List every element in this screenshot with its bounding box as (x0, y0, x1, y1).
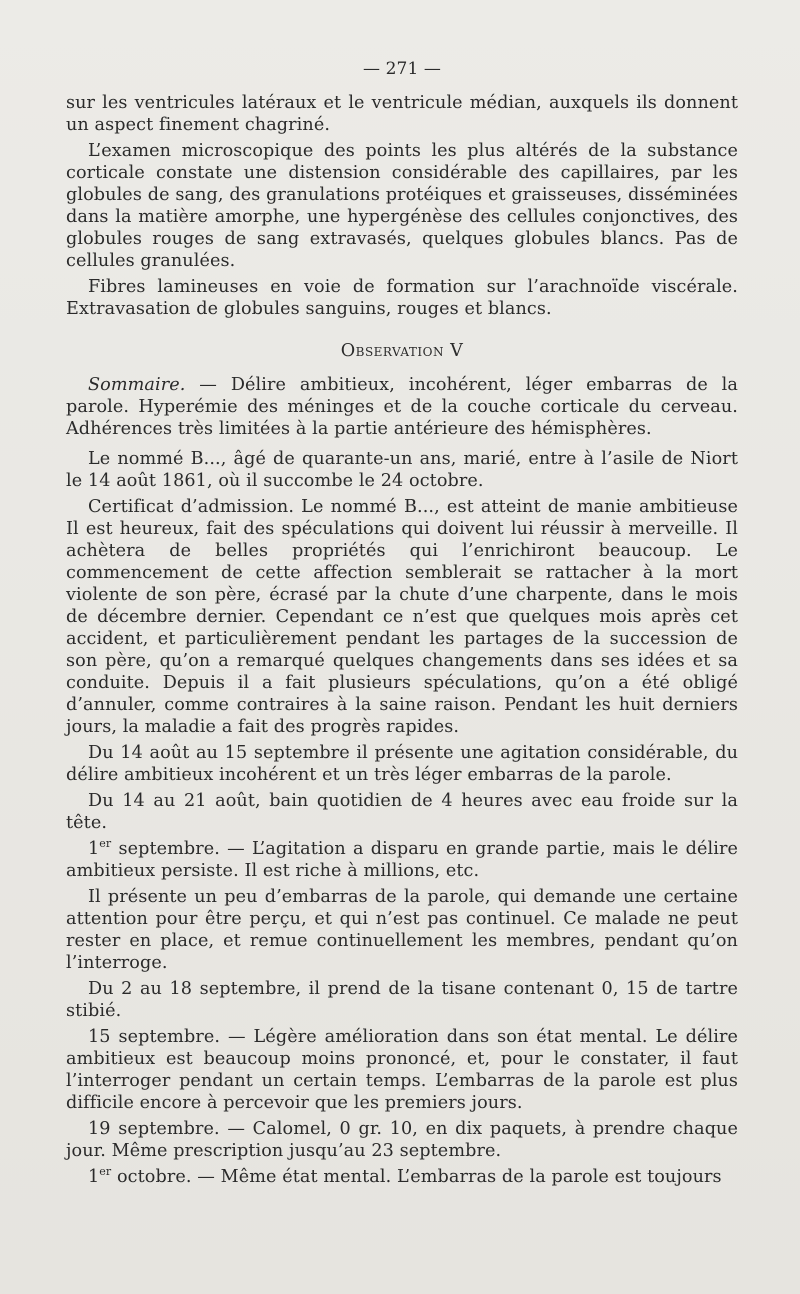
p8-num: 1 (88, 839, 100, 859)
observation-heading: Observation V (340, 341, 464, 361)
text-column (66, 58, 738, 1192)
paragraph-1er-septembre (66, 838, 738, 882)
paragraph-19-septembre: 19 septembre. — Calomel, 0 gr. 10, en dix paquets, à prendre chaque jour. Même prescription jusqu’au 23 septembre. (66, 1119, 738, 1161)
p13-text: octobre. — Même état mental. L’embarras de la parole est toujours (111, 1167, 722, 1187)
paragraph-sommaire (66, 374, 738, 440)
paragraph-admission: Le nommé B..., âgé de quarante-un ans, marié, entre à l’asile de Niort le 14 août 1861, où il succombe le 24 octobre. (66, 449, 738, 491)
page-number: — 271 — (363, 59, 441, 79)
sommaire-text: — Délire ambitieux, incohérent, léger embarras de la parole. Hyperémie des méninges et de la couche corticale du cerveau. Adhérences très limitées à la partie antérieure des hémisphères. (66, 375, 738, 439)
sommaire-label: Sommaire. (88, 375, 186, 395)
paragraph-fibres: Fibres lamineuses en voie de formation sur l’arachnoïde viscérale. Extravasation de globules sanguins, rouges et blancs. (66, 277, 738, 319)
paragraph-15-septembre: 15 septembre. — Légère amélioration dans son état mental. Le délire ambitieux est beaucoup moins prononcé, et, pour le constater, il faut l’interroger pendant un certain temps. L’embarras de la parole est plus difficile encore à percevoir que les premiers jours. (66, 1027, 738, 1113)
paragraph-certificat: Certificat d’admission. Le nommé B..., est atteint de manie ambitieuse Il est heureux, fait des spéculations qui doivent lui réussir à merveille. Il achètera de belles propriétés qui l’enrichiront beaucoup. Le commencement de cette affection semblerait se rattacher à la mort violente de son père, écrasé par la chute d’une charpente, dans le mois de décembre dernier. Cependant ce n’est que quelques mois après cet accident, et particulièrement pendant les partages de la succession de son père, qu’on a remarqué quelques changements dans ses idées et sa conduite. Depuis il a fait plusieurs spéculations, qu’on a été obligé d’annuler, comme contraires à la saine raison. Pendant les huit derniers jours, la maladie a fait des progrès rapides. (66, 497, 738, 737)
paragraph-continuation: sur les ventricules latéraux et le ventricule médian, auxquels ils donnent un aspect finement chagriné. (66, 93, 738, 135)
paragraph-microscopic-exam: L’examen microscopique des points les plus altérés de la substance corticale constate une distension considérable des capillaires, par les globules de sang, des granulations protéiques et graisseuses, disséminées dans la matière amorphe, une hypergénèse des cellules conjonctives, des globules rouges de sang extravasés, quelques globules blancs. Pas de cellules granulées. (66, 141, 738, 271)
p8-sup: er (99, 837, 112, 851)
p13-num: 1 (88, 1167, 100, 1187)
paragraph-agitation: Du 14 août au 15 septembre il présente une agitation considérable, du délire ambitieux incohérent et un très léger embarras de la parole. (66, 743, 738, 785)
p8-text: septembre. — L’agitation a disparu en grande partie, mais le délire ambitieux persiste. Il est riche à millions, etc. (66, 839, 738, 881)
paragraph-embarras: Il présente un peu d’embarras de la parole, qui demande une certaine attention pour être perçu, et qui n’est pas continuel. Ce malade ne peut rester en place, et remue continuellement les membres, pendant qu’on l’interroge. (66, 887, 738, 973)
paragraph-1er-octobre (66, 1166, 738, 1188)
paragraph-tisane: Du 2 au 18 septembre, il prend de la tisane contenant 0, 15 de tartre stibié. (66, 979, 738, 1021)
paragraph-bain: Du 14 au 21 août, bain quotidien de 4 heures avec eau froide sur la tête. (66, 791, 738, 833)
p13-sup: er (99, 1165, 112, 1179)
